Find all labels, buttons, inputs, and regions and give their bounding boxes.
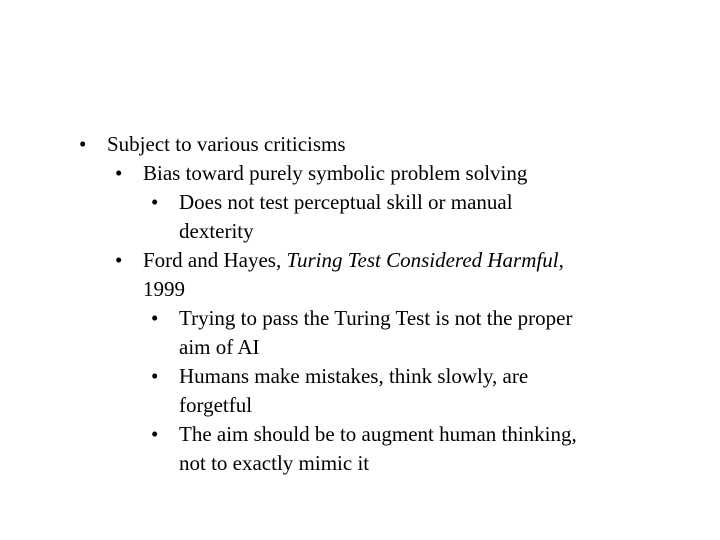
bullet-text-continued: dexterity [179,219,254,243]
bullet-glyph: • [151,364,159,388]
bullet-text-continued: aim of AI [179,335,260,359]
bullet-text: Bias toward purely symbolic problem solving [143,161,528,185]
bullet-glyph: • [115,248,123,272]
bullet-glyph: • [115,161,123,185]
bullet-text-continued: not to exactly mimic it [179,451,370,475]
bullet-glyph: • [151,422,159,446]
bullet-text: Subject to various criticisms [107,132,346,156]
citation-year: 1999 [143,277,185,301]
citation-authors: Ford and Hayes, [143,248,287,272]
bullet-text [143,246,564,275]
bullet-glyph: • [79,132,87,156]
citation-comma: , [558,248,564,272]
bullet-text: Humans make mistakes, think slowly, are [179,364,529,388]
bullet-text: The aim should be to augment human thinking, [179,422,577,446]
bullet-text: Does not test perceptual skill or manual [179,190,513,214]
bullet-text: Trying to pass the Turing Test is not the proper [179,306,573,330]
bullet-glyph: • [151,190,159,214]
bullet-text-continued: forgetful [179,393,253,417]
bullet-glyph: • [151,306,159,330]
paper-title: Turing Test Considered Harmful [286,248,559,272]
